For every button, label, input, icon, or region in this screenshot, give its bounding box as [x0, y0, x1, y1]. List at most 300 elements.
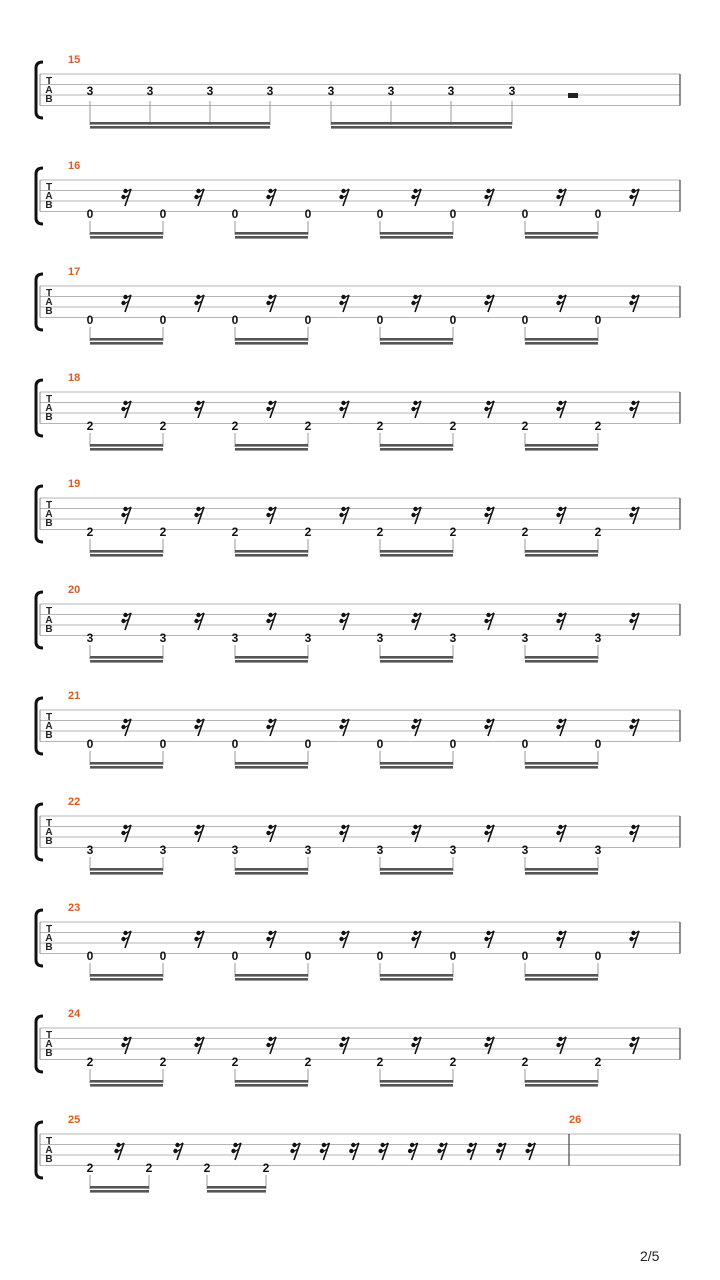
- fret-number: 3: [231, 631, 239, 645]
- tab-clef-letter: B: [45, 412, 53, 423]
- beam: [331, 126, 512, 129]
- tab-system: [36, 1008, 680, 1087]
- measure-number: 17: [68, 266, 81, 278]
- fret-number: 0: [521, 207, 529, 221]
- fret-number: 0: [376, 207, 384, 221]
- rest-icon: [194, 613, 204, 630]
- fret-number: 3: [231, 843, 239, 857]
- tab-clef-letter: T: [45, 606, 53, 617]
- beam: [525, 1084, 598, 1087]
- rest-icon: [484, 1037, 494, 1054]
- fret-number: 2: [449, 525, 457, 539]
- rest-icon: [121, 825, 131, 842]
- fret-number: 2: [304, 525, 312, 539]
- tab-clef-letter: A: [45, 615, 53, 626]
- rest-icon: [121, 507, 131, 524]
- rest-icon: [437, 1143, 447, 1160]
- beam: [525, 236, 598, 239]
- fret-number: 2: [86, 1161, 94, 1175]
- fret-number: 3: [304, 843, 312, 857]
- tab-system: [36, 266, 680, 345]
- half-rest-icon: [568, 93, 578, 98]
- fret-number: 2: [521, 525, 529, 539]
- fret-number: 3: [508, 84, 516, 98]
- beam: [235, 236, 308, 239]
- beam: [90, 872, 163, 875]
- measure-number: 23: [68, 902, 81, 914]
- rest-icon: [556, 931, 566, 948]
- fret-number: 0: [521, 737, 529, 751]
- rest-icon: [194, 507, 204, 524]
- rest-icon: [266, 931, 276, 948]
- tab-clef-letter: B: [45, 624, 53, 635]
- rest-icon: [121, 189, 131, 206]
- beam: [235, 448, 308, 451]
- beam: [525, 978, 598, 981]
- tab-clef-letter: T: [45, 818, 53, 829]
- rest-icon: [339, 1037, 349, 1054]
- beam: [90, 232, 163, 235]
- rest-icon: [194, 401, 204, 418]
- measure-number: 20: [68, 584, 81, 596]
- tab-clef-letter: T: [45, 394, 53, 405]
- rest-icon: [411, 931, 421, 948]
- fret-number: 2: [304, 1055, 312, 1069]
- rest-icon: [266, 719, 276, 736]
- fret-number: 2: [86, 525, 94, 539]
- rest-icon: [629, 613, 639, 630]
- rest-icon: [411, 825, 421, 842]
- rest-icon: [194, 295, 204, 312]
- fret-number: 3: [206, 84, 214, 98]
- beam: [525, 444, 598, 447]
- fret-number: 0: [159, 737, 167, 751]
- beam: [235, 1080, 308, 1083]
- beam: [90, 554, 163, 557]
- beam: [90, 1080, 163, 1083]
- rest-icon: [266, 189, 276, 206]
- measure-number: 15: [68, 54, 81, 66]
- rest-icon: [484, 931, 494, 948]
- fret-number: 0: [159, 949, 167, 963]
- rest-icon: [121, 295, 131, 312]
- tab-clef-letter: B: [45, 94, 53, 105]
- fret-number: 2: [521, 419, 529, 433]
- beam: [90, 122, 270, 125]
- beam: [90, 974, 163, 977]
- measure-number: 25: [68, 1114, 81, 1126]
- rest-icon: [411, 719, 421, 736]
- measure-number: 16: [68, 160, 81, 172]
- rest-icon: [556, 507, 566, 524]
- fret-number: 2: [449, 419, 457, 433]
- fret-number: 2: [231, 1055, 239, 1069]
- fret-number: 2: [145, 1161, 153, 1175]
- rest-icon: [411, 401, 421, 418]
- fret-number: 3: [159, 843, 167, 857]
- fret-number: 0: [86, 207, 94, 221]
- beam: [235, 444, 308, 447]
- fret-number: 0: [231, 949, 239, 963]
- fret-number: 0: [594, 949, 602, 963]
- fret-number: 3: [447, 84, 455, 98]
- rest-icon: [408, 1143, 418, 1160]
- measure-number: 21: [68, 690, 81, 702]
- rest-icon: [339, 401, 349, 418]
- beam: [235, 554, 308, 557]
- measure-number: 26: [569, 1114, 582, 1126]
- measure-number: 24: [68, 1008, 81, 1020]
- rest-icon: [484, 719, 494, 736]
- fret-number: 2: [86, 419, 94, 433]
- fret-number: 2: [231, 525, 239, 539]
- fret-number: 3: [146, 84, 154, 98]
- rest-icon: [114, 1143, 124, 1160]
- beam: [90, 660, 163, 663]
- beam: [380, 550, 453, 553]
- beam: [380, 762, 453, 765]
- rest-icon: [629, 931, 639, 948]
- fret-number: 3: [159, 631, 167, 645]
- rest-icon: [411, 189, 421, 206]
- tab-clef-letter: A: [45, 297, 53, 308]
- tab-clef-letter: A: [45, 721, 53, 732]
- fret-number: 3: [86, 631, 94, 645]
- fret-number: 0: [594, 313, 602, 327]
- rest-icon: [290, 1143, 300, 1160]
- fret-number: 0: [304, 207, 312, 221]
- tab-clef-letter: B: [45, 1048, 53, 1059]
- fret-number: 0: [86, 737, 94, 751]
- tab-clef-letter: A: [45, 509, 53, 520]
- beam: [90, 1186, 149, 1189]
- beam: [380, 868, 453, 871]
- tab-clef-letter: B: [45, 518, 53, 529]
- fret-number: 0: [231, 313, 239, 327]
- rest-icon: [339, 931, 349, 948]
- fret-number: 2: [203, 1161, 211, 1175]
- beam: [235, 656, 308, 659]
- beam: [90, 766, 163, 769]
- beam: [235, 550, 308, 553]
- tab-system: [36, 796, 680, 875]
- beam: [235, 868, 308, 871]
- rest-icon: [484, 295, 494, 312]
- fret-number: 2: [376, 419, 384, 433]
- fret-number: 3: [521, 843, 529, 857]
- rest-icon: [556, 295, 566, 312]
- beam: [235, 660, 308, 663]
- rest-icon: [266, 295, 276, 312]
- fret-number: 3: [327, 84, 335, 98]
- tab-system: [36, 584, 680, 663]
- tab-clef-letter: T: [45, 288, 53, 299]
- fret-number: 3: [449, 843, 457, 857]
- tab-clef-letter: A: [45, 191, 53, 202]
- rest-icon: [266, 507, 276, 524]
- beam: [90, 444, 163, 447]
- rest-icon: [339, 719, 349, 736]
- fret-number: 2: [376, 1055, 384, 1069]
- fret-number: 3: [594, 843, 602, 857]
- fret-number: 3: [266, 84, 274, 98]
- beam: [525, 338, 598, 341]
- fret-number: 2: [594, 525, 602, 539]
- tab-clef-letter: B: [45, 836, 53, 847]
- beam: [90, 1190, 149, 1193]
- beam: [235, 974, 308, 977]
- fret-number: 0: [304, 313, 312, 327]
- fret-number: 0: [231, 737, 239, 751]
- rest-icon: [379, 1143, 389, 1160]
- beam: [525, 872, 598, 875]
- rest-icon: [231, 1143, 241, 1160]
- tab-system: [36, 902, 680, 981]
- rest-icon: [266, 825, 276, 842]
- fret-number: 0: [449, 313, 457, 327]
- fret-number: 0: [449, 949, 457, 963]
- beam: [235, 1084, 308, 1087]
- beam: [380, 974, 453, 977]
- rest-icon: [411, 295, 421, 312]
- rest-icon: [629, 189, 639, 206]
- beam: [525, 656, 598, 659]
- rest-icon: [194, 931, 204, 948]
- fret-number: 2: [594, 1055, 602, 1069]
- rest-icon: [629, 295, 639, 312]
- tab-system: [36, 372, 680, 451]
- tab-system: [36, 690, 680, 769]
- fret-number: 3: [376, 631, 384, 645]
- rest-icon: [194, 189, 204, 206]
- page-number: 2/5: [640, 1248, 660, 1264]
- beam: [235, 766, 308, 769]
- beam: [525, 342, 598, 345]
- beam: [235, 338, 308, 341]
- beam: [525, 660, 598, 663]
- fret-number: 2: [231, 419, 239, 433]
- beam: [331, 122, 512, 125]
- rest-icon: [411, 613, 421, 630]
- rest-icon: [173, 1143, 183, 1160]
- beam: [525, 762, 598, 765]
- rest-icon: [194, 719, 204, 736]
- beam: [235, 342, 308, 345]
- beam: [380, 872, 453, 875]
- rest-icon: [121, 931, 131, 948]
- tab-clef-letter: T: [45, 1136, 53, 1147]
- tab-clef-letter: T: [45, 712, 53, 723]
- rest-icon: [556, 719, 566, 736]
- tab-clef-letter: T: [45, 500, 53, 511]
- rest-icon: [266, 1037, 276, 1054]
- rest-icon: [194, 1037, 204, 1054]
- rest-icon: [484, 401, 494, 418]
- fret-number: 0: [376, 737, 384, 751]
- rest-icon: [121, 613, 131, 630]
- rest-icon: [526, 1143, 536, 1160]
- beam: [235, 762, 308, 765]
- beam: [380, 232, 453, 235]
- rest-icon: [556, 1037, 566, 1054]
- fret-number: 3: [304, 631, 312, 645]
- beam: [380, 554, 453, 557]
- fret-number: 0: [376, 949, 384, 963]
- rest-icon: [629, 507, 639, 524]
- beam: [90, 656, 163, 659]
- rest-icon: [121, 1037, 131, 1054]
- rest-icon: [629, 401, 639, 418]
- fret-number: 3: [376, 843, 384, 857]
- beam: [90, 448, 163, 451]
- rest-icon: [556, 189, 566, 206]
- beam: [525, 448, 598, 451]
- fret-number: 3: [449, 631, 457, 645]
- beam: [525, 974, 598, 977]
- tab-system: [36, 160, 680, 239]
- measure-number: 19: [68, 478, 81, 490]
- beam: [90, 868, 163, 871]
- fret-number: 0: [594, 207, 602, 221]
- tab-clef-letter: A: [45, 933, 53, 944]
- tab-clef-letter: A: [45, 1039, 53, 1050]
- rest-icon: [339, 295, 349, 312]
- beam: [380, 236, 453, 239]
- tab-clef-letter: T: [45, 182, 53, 193]
- fret-number: 2: [262, 1161, 270, 1175]
- fret-number: 2: [159, 419, 167, 433]
- beam: [207, 1186, 266, 1189]
- beam: [207, 1190, 266, 1193]
- rest-icon: [556, 825, 566, 842]
- beam: [525, 868, 598, 871]
- beam: [90, 762, 163, 765]
- fret-number: 0: [449, 737, 457, 751]
- fret-number: 0: [86, 949, 94, 963]
- fret-number: 3: [86, 843, 94, 857]
- fret-number: 2: [376, 525, 384, 539]
- measure-number: 18: [68, 372, 81, 384]
- fret-number: 2: [304, 419, 312, 433]
- tab-system: [36, 478, 680, 557]
- fret-number: 3: [86, 84, 94, 98]
- beam: [90, 978, 163, 981]
- rest-icon: [629, 825, 639, 842]
- beam: [380, 342, 453, 345]
- fret-number: 0: [376, 313, 384, 327]
- beam: [235, 978, 308, 981]
- beam: [380, 766, 453, 769]
- fret-number: 0: [594, 737, 602, 751]
- rest-icon: [121, 719, 131, 736]
- rest-icon: [484, 189, 494, 206]
- fret-number: 2: [86, 1055, 94, 1069]
- tab-clef-letter: B: [45, 306, 53, 317]
- fret-number: 2: [159, 1055, 167, 1069]
- fret-number: 0: [521, 313, 529, 327]
- beam: [525, 766, 598, 769]
- tab-clef-letter: A: [45, 85, 53, 96]
- rest-icon: [121, 401, 131, 418]
- fret-number: 2: [594, 419, 602, 433]
- rest-icon: [266, 401, 276, 418]
- rest-icon: [556, 401, 566, 418]
- rest-icon: [629, 1037, 639, 1054]
- beam: [525, 554, 598, 557]
- rest-icon: [339, 507, 349, 524]
- rest-icon: [266, 613, 276, 630]
- beam: [235, 232, 308, 235]
- beam: [525, 232, 598, 235]
- beam: [235, 872, 308, 875]
- fret-number: 0: [449, 207, 457, 221]
- beam: [380, 448, 453, 451]
- fret-number: 0: [521, 949, 529, 963]
- beam: [90, 126, 270, 129]
- tab-clef-letter: A: [45, 403, 53, 414]
- rest-icon: [194, 825, 204, 842]
- tab-clef-letter: B: [45, 200, 53, 211]
- beam: [380, 1080, 453, 1083]
- tab-clef-letter: B: [45, 730, 53, 741]
- rest-icon: [339, 825, 349, 842]
- fret-number: 0: [304, 949, 312, 963]
- rest-icon: [629, 719, 639, 736]
- tab-clef-letter: B: [45, 1154, 53, 1165]
- rest-icon: [411, 1037, 421, 1054]
- beam: [90, 338, 163, 341]
- tab-system: [36, 54, 680, 129]
- rest-icon: [349, 1143, 359, 1160]
- beam: [380, 1084, 453, 1087]
- fret-number: 3: [521, 631, 529, 645]
- fret-number: 2: [449, 1055, 457, 1069]
- tab-system: [36, 1114, 680, 1193]
- rest-icon: [556, 613, 566, 630]
- tab-clef-letter: T: [45, 1030, 53, 1041]
- tab-clef-letter: T: [45, 76, 53, 87]
- fret-number: 0: [231, 207, 239, 221]
- fret-number: 0: [86, 313, 94, 327]
- rest-icon: [320, 1143, 330, 1160]
- tab-clef-letter: A: [45, 1145, 53, 1156]
- tab-clef-letter: A: [45, 827, 53, 838]
- tab-clef-letter: T: [45, 924, 53, 935]
- beam: [90, 342, 163, 345]
- beam: [525, 1080, 598, 1083]
- tab-clef-letter: B: [45, 942, 53, 953]
- beam: [380, 656, 453, 659]
- rest-icon: [467, 1143, 477, 1160]
- rest-icon: [484, 613, 494, 630]
- beam: [90, 1084, 163, 1087]
- rest-icon: [496, 1143, 506, 1160]
- fret-number: 2: [159, 525, 167, 539]
- beam: [90, 236, 163, 239]
- rest-icon: [484, 507, 494, 524]
- fret-number: 0: [304, 737, 312, 751]
- beam: [380, 660, 453, 663]
- measure-number: 22: [68, 796, 81, 808]
- beam: [90, 550, 163, 553]
- beam: [380, 444, 453, 447]
- fret-number: 0: [159, 207, 167, 221]
- rest-icon: [339, 189, 349, 206]
- beam: [380, 338, 453, 341]
- rest-icon: [339, 613, 349, 630]
- beam: [380, 978, 453, 981]
- rest-icon: [484, 825, 494, 842]
